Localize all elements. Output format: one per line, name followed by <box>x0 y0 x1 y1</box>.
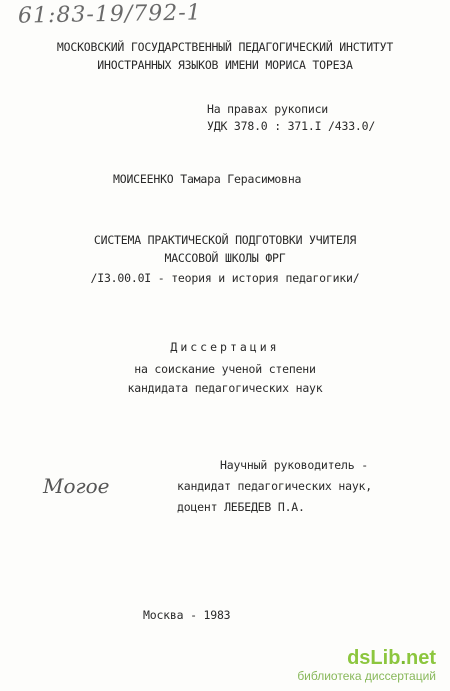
watermark-logo-text: dsLib.net <box>347 647 436 669</box>
archive-handwritten-number: 61:83-19/792-1 <box>17 0 202 29</box>
supervisor-name: доцент ЛЕБЕДЕВ П.А. <box>177 500 305 514</box>
degree-line1: на соискание ученой степени <box>134 362 316 376</box>
rights-notice: На правах рукописи <box>207 102 329 116</box>
supervisor-role: Научный руководитель - <box>220 458 368 472</box>
institute-name-line2: ИНОСТРАННЫХ ЯЗЫКОВ ИМЕНИ МОРИСА ТОРЕЗА <box>97 58 353 72</box>
dissertation-title-line2: МАССОВОЙ ШКОЛЫ ФРГ <box>164 251 286 265</box>
specialty-code: /I3.00.0I - теория и история педагогики/ <box>90 271 360 285</box>
dslib-watermark <box>297 647 436 683</box>
handwritten-signature: Могое <box>43 474 110 498</box>
place-and-year: Москва - 1983 <box>143 608 231 622</box>
udc-code: УДК 378.0 : 371.I /433.0/ <box>207 119 376 133</box>
watermark-subtitle: библиотека диссертаций <box>297 669 436 683</box>
institute-name-line1: МОСКОВСКИЙ ГОСУДАРСТВЕННЫЙ ПЕДАГОГИЧЕСКИЙ ИНСТИТУТ <box>56 40 394 54</box>
document-type: Диссертация <box>170 340 280 354</box>
author-name: МОИСЕЕНКО Тамара Герасимовна <box>113 172 302 186</box>
dissertation-title-line1: СИСТЕМА ПРАКТИЧЕСКОЙ ПОДГОТОВКИ УЧИТЕЛЯ <box>93 233 357 247</box>
degree-line2: кандидата педагогических наук <box>127 381 323 395</box>
supervisor-degree: кандидат педагогических наук, <box>177 479 372 493</box>
